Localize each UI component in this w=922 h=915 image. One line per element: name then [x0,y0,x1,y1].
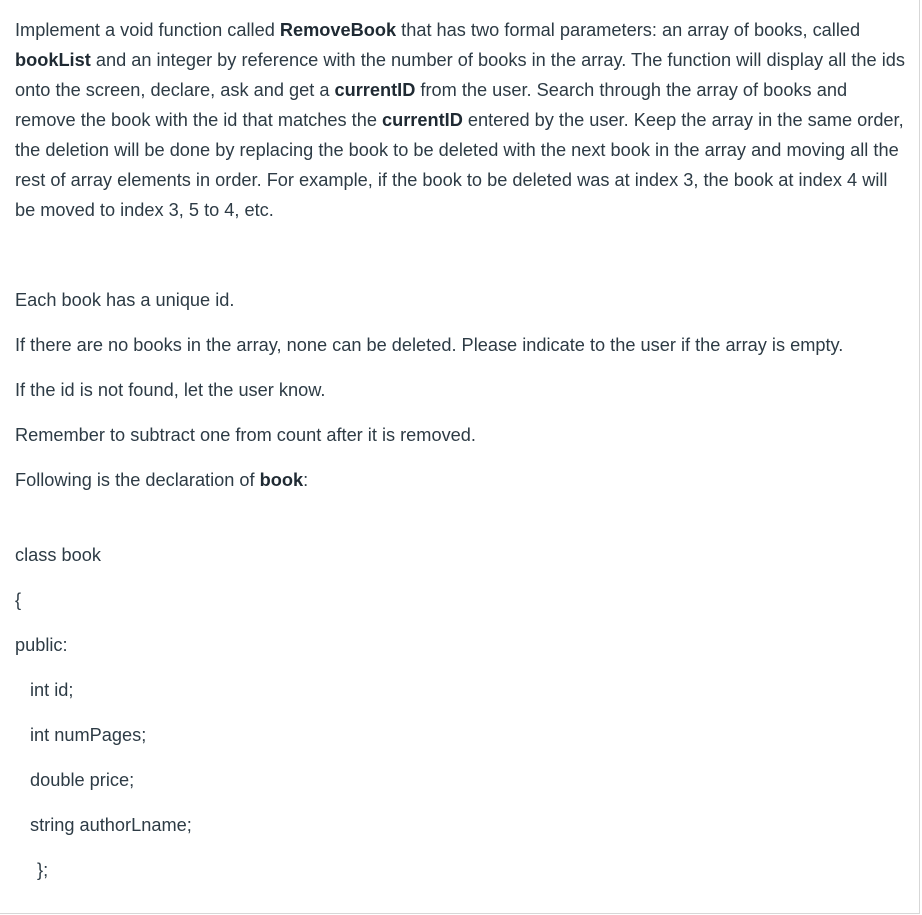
code-access-specifier: public: [15,635,68,655]
current-id-term: currentID [381,110,463,130]
declaration-keyword: book [259,470,304,490]
spacer [15,225,910,285]
note-unique-id: Each book has a unique id. [15,290,235,310]
class-declaration [15,540,910,885]
parameter-name: bookList [15,50,91,70]
code-member: string authorLname; [30,815,192,835]
intro-text-1: Implement a void function called [15,20,280,40]
code-close-brace: }; [37,860,49,880]
declaration-intro [15,465,910,495]
code-member: int id; [30,680,74,700]
code-class-line: class book [15,545,101,565]
note-subtract-count: Remember to subtract one from count after it is removed. [15,425,476,445]
declaration-prefix: Following is the declaration of [15,470,260,490]
intro-text-5: entered by the user. Keep the array in the same order, the deletion will be done by replacing the book to be deleted with the next book in the array and moving all the rest of array elements in order. For example, if the book to be deleted was at index 3, the book at index 4 will be moved to index 3, 5 to 4, etc. [15,110,904,220]
intro-paragraph [15,15,910,225]
function-name: RemoveBook [279,20,397,40]
current-id-term: currentID [334,80,416,100]
declaration-suffix: : [303,470,309,490]
code-member: int numPages; [30,725,147,745]
intro-text-3: and an integer by reference with the number of books in the array. The function will display all the ids onto the screen, declare, ask and get a [15,50,905,100]
note-id-not-found: If the id is not found, let the user know. [15,380,326,400]
intro-text-4: from the user. Search through the array of books and remove the book with the id that matches the [15,80,848,130]
question-content [15,15,910,900]
note-empty-array: If there are no books in the array, none can be deleted. Please indicate to the user if the array is empty. [15,335,844,355]
intro-text-2: that has two formal parameters: an array of books, called [396,20,861,40]
code-open-brace: { [15,590,22,610]
code-member: double price; [30,770,135,790]
